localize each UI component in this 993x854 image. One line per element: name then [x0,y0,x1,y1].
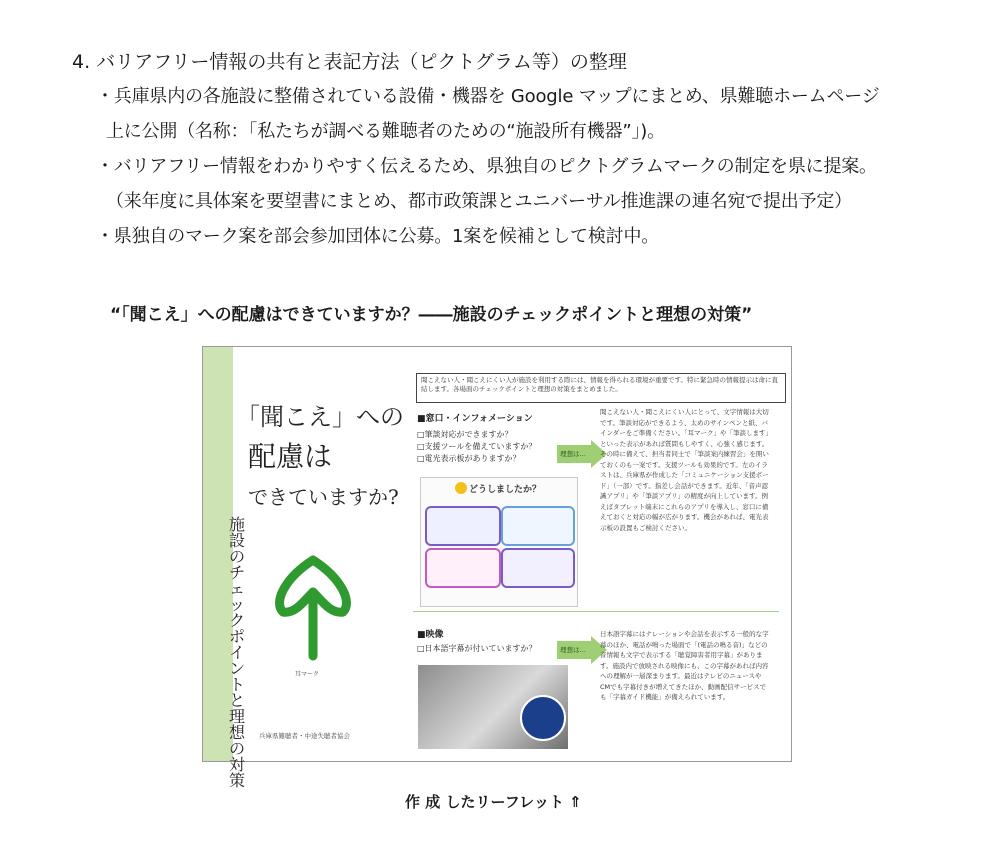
bullet-google-map-line2: 上に公開（名称：「私たちが調べる難聴者のための“施設所有機器”」)。 [106,121,665,142]
section2-arrow-label: 理想は… [560,646,586,654]
leaflet-created-caption: 作 成 したリーフレット ⇑ [405,793,582,811]
section2-body: 日本語字幕にはナレーションや会話を表示する一般的な字幕のほか、電話が鳴った場面で「(電話の鳴る音)」などの音情報も文字で表示する「聴覚障害者用字幕」があります。施設内で放映される映像にも、この字幕があれば内容への理解が一層深まります。最近はテレビのニュースやCMでも字幕付きが増えてきたほか、動画配信サービスでも「字幕ガイド機能」が備えられています。 [600,630,769,701]
cover-title-line3: できていますか? [248,485,399,509]
cover-title-line2: 配慮は [248,440,333,473]
section2-title: ■映像 [417,630,444,640]
section2-check-1: □日本語字幕が付いていますか？ [417,644,537,653]
section-divider [413,611,779,612]
section1-arrow-label: 理想は… [560,450,586,458]
leaflet-caption-title: “「聞こえ」への配慮はできていますか？――施設のチェックポイントと理想の対策” [110,305,753,325]
mark-label: 耳マーク [295,671,320,678]
bullet-google-map-line1: ・兵庫県内の各施設に整備されている設備・機器を Google マップにまとめ、県難聴ホームページ [96,86,880,107]
sign-language-interpreter-inset [520,695,566,741]
intro-box: 聞こえない人・聞こえにくい人が施設を利用する際には、情報を得られる環境が重要です。特に緊急時の情報提示は命に直結します。各場面のチェックポイントと理想の対策をまとめました。 [416,373,786,403]
section1-check-2: □支援ツールを備えていますか？ [417,442,537,451]
board-panel-2 [501,506,575,546]
face-icon [455,482,467,494]
section1-body: 聞こえない人・聞こえにくい人にとって、文字情報は大切です。筆談対応ができるよう、太めのサインペンと紙、バインダーをご準備ください。「耳マーク」や「筆談します」といった表示があれば質問もしやすく、心強く感じます。その時に備えて、担当者同士で「筆談案内練習会」を開いておくのも一案です。支援ツールも効果的です。左のイラストは、兵庫県が作成した「コミュニケーション支援ボード」（一部）です。指差し会話ができます。近年、「音声認識アプリ」や「筆談アプリ」の精度が向上しています。例えばタブレット端末にこれらのアプリを導入し、窓口に備えておくと対応の幅が広がります。機会があれば、電光表示板の設置もご検討ください。 [600,408,769,532]
phone-video-photo [418,665,568,749]
cover-title-line1: 「聞こえ」への [236,403,404,431]
bullet-mark-proposal: ・県独自のマーク案を部会参加団体に公募。1案を候補として検討中。 [96,226,660,247]
publisher-name: 兵庫県難聴者・中途失聴者協会 [259,732,350,740]
section1-title: ■窓口・インフォメーション [417,414,533,424]
board-panel-4 [501,548,575,588]
bullet-pictogram-line2: （来年度に具体案を要望書にまとめ、都市政策課とユニバーサル推進課の連名宛で提出予定） [106,191,852,212]
illustration-title: どうしましたか？ [469,485,542,495]
leaflet-image [202,346,792,790]
communication-board-illustration [420,477,578,607]
board-panel-1 [425,506,501,546]
board-panel-3 [425,548,501,588]
cover-vertical-subtitle: 施設のチェックポイントと理想の対策 [229,515,246,790]
section1-check-1: □筆談対応ができますか？ [417,430,513,439]
bullet-pictogram-line1: ・バリアフリー情報をわかりやすく伝えるため、県独自のピクトグラムマークの制定を県に提案。 [96,156,877,177]
section1-check-3: □電光表示板がありますか？ [417,454,521,463]
ear-mark-logo [263,552,363,662]
section-heading: 4. バリアフリー情報の共有と表記方法（ピクトグラム等）の整理 [72,51,627,73]
